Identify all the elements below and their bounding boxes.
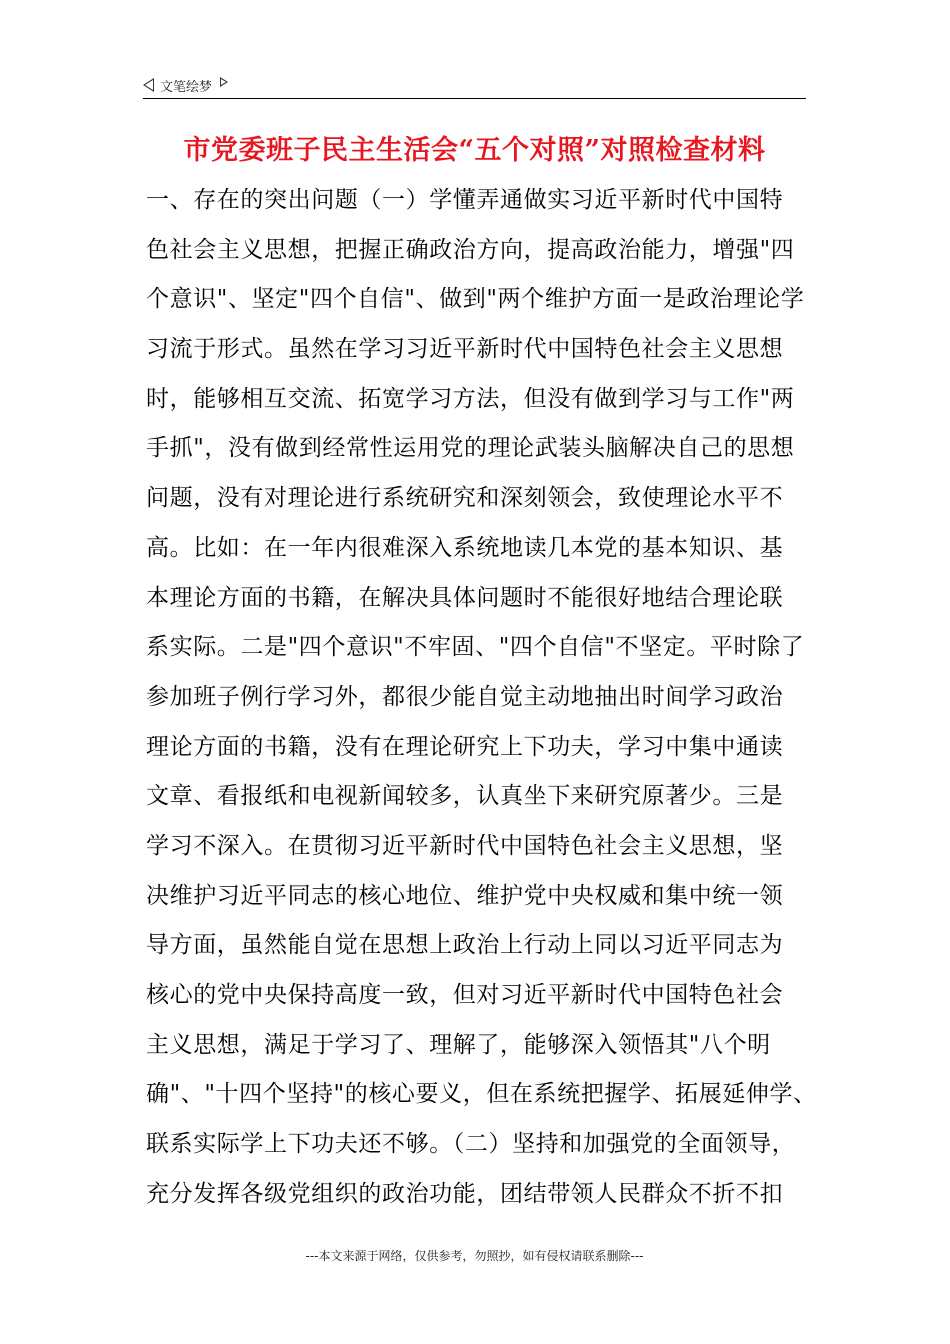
body-line: 参加班子例行学习外，都很少能自觉主动地抽出时间学习政治	[146, 683, 784, 710]
body-line: 手抓"，没有做到经常性运用党的理论武装头脑解决自己的思想	[146, 435, 795, 462]
document-title: 市党委班子民主生活会“五个对照”对照检查材料	[183, 135, 766, 166]
body-line: 系实际。二是"四个意识"不牢固、"四个自信"不坚定。平时除了	[146, 634, 805, 661]
body-line: 时，能够相互交流、拓宽学习方法，但没有做到学习与工作"两	[146, 385, 795, 412]
body-line: 确"、"十四个坚持"的核心要义，但在系统把握学、拓展延伸学、	[146, 1081, 817, 1108]
body-line: 一、存在的突出问题（一）学懂弄通做实习近平新时代中国特	[146, 187, 784, 213]
body-line: 学习不深入。在贯彻习近平新时代中国特色社会主义思想，坚	[146, 832, 784, 859]
body-line: 高。比如：在一年内很难深入系统地读几本党的基本知识、基	[146, 534, 784, 561]
triangle-right-icon	[220, 77, 228, 87]
body-line: 导方面，虽然能自觉在思想上政治上行动上同以习近平同志为	[146, 932, 784, 959]
body-line: 充分发挥各级党组织的政治功能，团结带领人民群众不折不扣	[146, 1180, 784, 1207]
body-line: 主义思想，满足于学习了、理解了，能够深入领悟其"八个明	[146, 1031, 771, 1058]
body-line: 联系实际学上下功夫还不够。（二）坚持和加强党的全面领导，	[146, 1131, 796, 1158]
body-line: 决维护习近平同志的核心地位、维护党中央权威和集中统一领	[146, 882, 784, 909]
body-line: 本理论方面的书籍，在解决具体问题时不能很好地结合理论联	[146, 584, 784, 611]
body-line: 个意识"、坚定"四个自信"、做到"两个维护方面一是政治理论学	[146, 286, 805, 313]
header-rule	[143, 98, 806, 99]
body-line: 色社会主义思想，把握正确政治方向，提高政治能力，增强"四	[146, 236, 795, 263]
triangle-left-icon	[143, 78, 154, 92]
page-footer: ---本文来源于网络，仅供参考，勿照抄，如有侵权请联系删除---	[305, 1249, 644, 1263]
body-line: 理论方面的书籍，没有在理论研究上下功夫，学习中集中通读	[146, 733, 784, 760]
page-header	[143, 74, 806, 96]
body-line: 核心的党中央保持高度一致，但对习近平新时代中国特色社会	[146, 982, 784, 1008]
body-line: 问题，没有对理论进行系统研究和深刻领会，致使理论水平不	[146, 485, 784, 512]
header-brand: 文笔绘梦	[160, 79, 213, 95]
body-line: 习流于形式。虽然在学习习近平新时代中国特色社会主义思想	[146, 336, 784, 363]
body-line: 文章、看报纸和电视新闻较多，认真坐下来研究原著少。三是	[146, 783, 784, 810]
document-body	[146, 176, 817, 1219]
